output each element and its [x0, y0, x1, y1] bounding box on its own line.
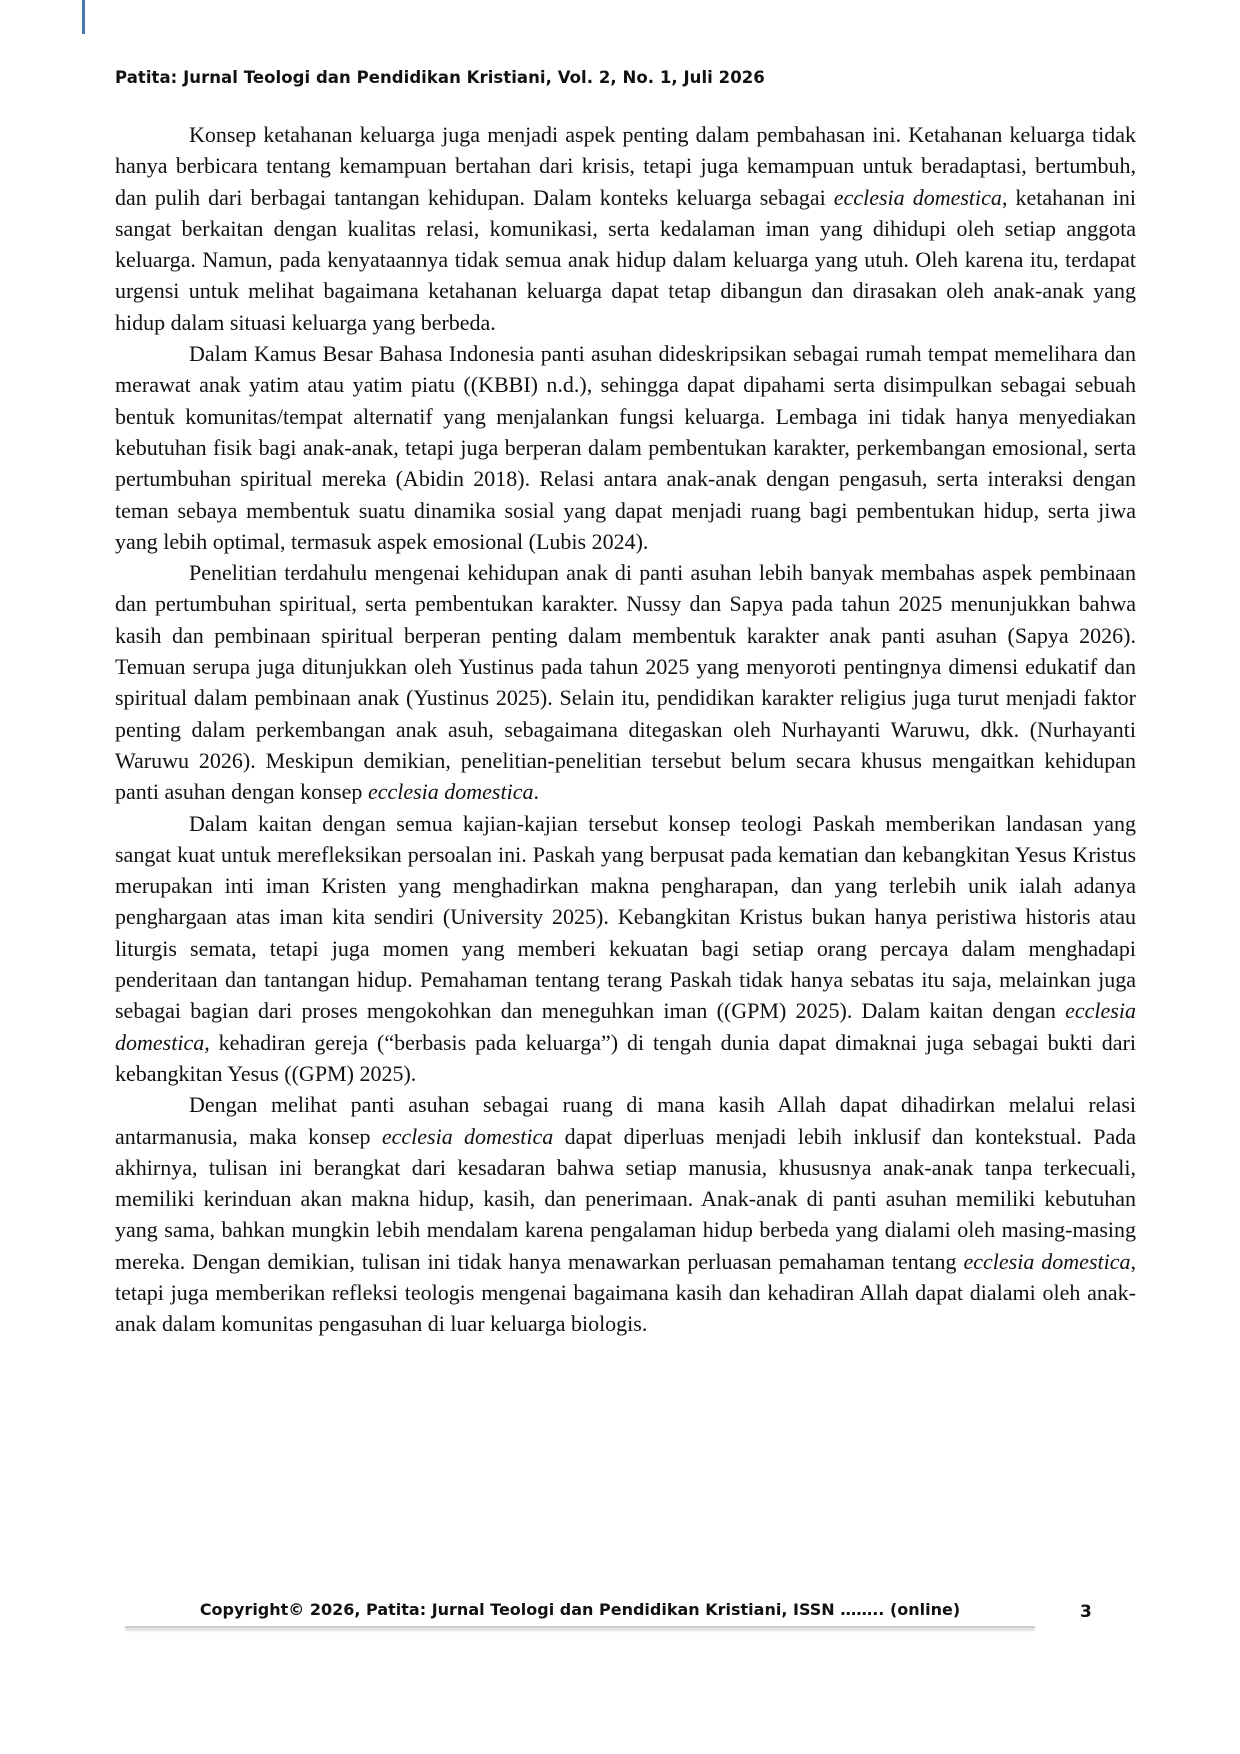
paragraph-orphanage-definition [115, 338, 1136, 557]
article-body [115, 119, 1136, 1340]
paragraph-text: Penelitian terdahulu mengenai kehidupan anak di panti asuhan lebih banyak membahas aspek pembinaan dan pertumbuhan spiritual, serta pembentukan karakter. Nussy dan Sapya pada tahun 2025 menunjukkan bahwa kasih dan pembinaan spiritual berperan penting dalam membentuk karakter anak panti asuhan (Sapya 2026). Temuan serupa juga ditunjukkan oleh Yustinus pada tahun 2025 yang menyoroti pentingnya dimensi edukatif dan spiritual dalam pembinaan anak (Yustinus 2025). Selain itu, pendidikan karakter religius juga turut menjadi faktor penting dalam perkembangan anak asuh, sebagaimana ditegaskan oleh Nurhayanti Waruwu, dkk. (Nurhayanti Waruwu 2026). Meskipun demikian, penelitian-penelitian tersebut belum secara khusus mengaitkan kehidupan panti asuhan dengan konsep [115, 560, 1136, 805]
italic-term: ecclesia domestica [381, 1123, 554, 1149]
paragraph-text: Dengan melihat panti asuhan sebagai ruang di mana kasih Allah dapat dihadirkan melalui relasi antarmanusia, maka konsep [115, 1092, 1136, 1149]
italic-term: ecclesia domestica [963, 1248, 1131, 1274]
paragraph-text: Konsep ketahanan keluarga juga menjadi aspek penting dalam pembahasan ini. Ketahanan keluarga tidak hanya berbicara tentang kemampuan bertahan dari krisis, tetapi juga kemampuan untuk beradaptasi, bertumbuh, dan pulih dari berbagai tantangan kehidupan. Dalam konteks keluarga sebagai [115, 122, 1136, 210]
paragraph-text: , kehadiran gereja (“berbasis pada keluarga”) di tengah dunia dapat dimaknai juga sebagai bukti dari kebangkitan Yesus ((GPM) 2025). [115, 1029, 1136, 1086]
paragraph-easter-theology [115, 808, 1136, 1090]
paragraph-text: . [533, 779, 539, 805]
running-header: Patita: Jurnal Teologi dan Pendidikan Kristiani, Vol. 2, No. 1, Juli 2026 [115, 68, 765, 87]
italic-term: ecclesia domestica [115, 998, 1136, 1055]
paragraph-text: dapat diperluas menjadi lebih inklusif dan kontekstual. Pada akhirnya, tulisan ini berangkat dari kesadaran bahwa setiap manusia, khususnya anak-anak tanpa terkecuali, memiliki kerinduan akan makna hidup, kasih, dan penerimaan. Anak-anak di panti asuhan memiliki kebutuhan yang sama, bahkan mungkin lebih mendalam karena pengalaman hidup berbeda yang dialami oleh masing-masing mereka. Dengan demikian, tulisan ini tidak hanya menawarkan perluasan pemahaman tentang [115, 1123, 1136, 1274]
paragraph-text: , tetapi juga memberikan refleksi teologis mengenai bagaimana kasih dan kehadiran Allah dapat dialami oleh anak-anak dalam komunitas pengasuhan di luar keluarga biologis. [115, 1248, 1136, 1337]
paragraph-conclusion [115, 1089, 1136, 1339]
footer-copyright: Copyright© 2026, Patita: Jurnal Teologi dan Pendidikan Kristiani, ISSN …….. (online) [199, 1600, 961, 1619]
italic-term: ecclesia domestica [367, 779, 534, 805]
paragraph-family-resilience [115, 119, 1136, 338]
italic-term: ecclesia domestica [833, 184, 1002, 210]
paragraph-text: Dalam Kamus Besar Bahasa Indonesia panti asuhan dideskripsikan sebagai rumah tempat memelihara dan merawat anak yatim atau yatim piatu ((KBBI) n.d.), sehingga dapat dipahami serta disimpulkan sebagai sebuah bentuk komunitas/tempat alternatif yang menjalankan fungsi keluarga. Lembaga ini tidak hanya menyediakan kebutuhan fisik bagi anak-anak, tetapi juga berperan dalam pembentukan karakter, perkembangan emosional, serta pertumbuhan spiritual mereka (Abidin 2018). Relasi antara anak-anak dengan pengasuh, serta interaksi dengan teman sebaya membentuk suatu dinamika sosial yang dapat menjadi ruang bagi pembentukan hidup, serta jiwa yang lebih optimal, termasuk aspek emosional (Lubis 2024). [115, 341, 1136, 554]
paragraph-text: , ketahanan ini sangat berkaitan dengan kualitas relasi, komunikasi, serta kedalaman iman yang dihidupi oleh setiap anggota keluarga. Namun, pada kenyataannya tidak semua anak hidup dalam keluarga yang utuh. Oleh karena itu, terdapat urgensi untuk melihat bagaimana ketahanan keluarga dapat tetap dibangun dan dirasakan oleh anak-anak yang hidup dalam situasi keluarga yang berbeda. [115, 184, 1136, 335]
paragraph-text: Dalam kaitan dengan semua kajian-kajian tersebut konsep teologi Paskah memberikan landasan yang sangat kuat untuk merefleksikan persoalan ini. Paskah yang berpusat pada kematian dan kebangkitan Yesus Kristus merupakan inti iman Kristen yang menghadirkan makna pengharapan, dan yang terlebih unik ialah adanya penghargaan atas iman kita sendiri (University 2025). Kebangkitan Kristus bukan hanya peristiwa historis atau liturgis semata, tetapi juga momen yang memberi kekuatan bagi setiap orang percaya dalam menghadapi penderitaan dan tantangan hidup. Pemahaman tentang terang Paskah tidak hanya sebatas itu saja, melainkan juga sebagai bagian dari proses mengokohkan dan meneguhkan iman ((GPM) 2025). Dalam kaitan dengan [115, 810, 1136, 1024]
paragraph-previous-research [115, 557, 1136, 807]
footer-divider [125, 1626, 1035, 1628]
page-edge-accent [82, 0, 85, 34]
page-number: 3 [1080, 1602, 1092, 1622]
